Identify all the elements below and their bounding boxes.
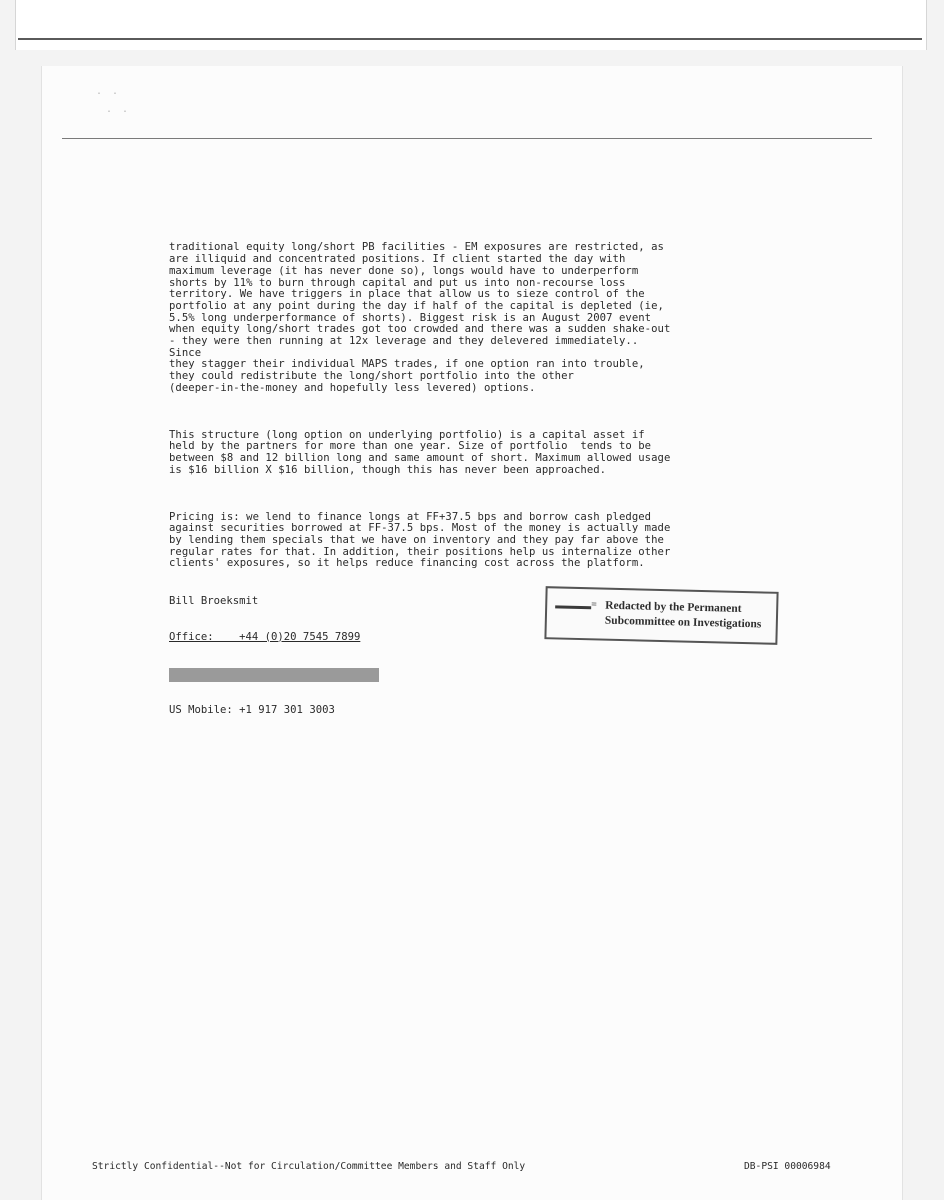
body-paragraph-pricing: Pricing is: we lend to finance longs at FF+37.5 bps and borrow cash pledged against securities borrowed at FF-37.5 bps. Most of the money is actually made by lending them specials that we have on inventory and they pay far above the regular rates for that. In addition, their positions help us internalize other clients' exposures, so it helps reduce financing cost across the platform. (169, 510, 671, 570)
scan-speck: . . (96, 86, 121, 97)
email-body (169, 219, 809, 605)
signature-mobile-phone: US Mobile: +1 917 301 3003 (169, 704, 335, 717)
stamp-line-2: Subcommittee on Investigations (604, 614, 762, 631)
signature-block (169, 573, 379, 740)
previous-page-rule (18, 38, 922, 40)
signature-name: Bill Broeksmit (169, 595, 259, 608)
stamp-symbol: = (591, 599, 598, 611)
bates-number: DB-PSI 00006984 (744, 1161, 831, 1172)
confidentiality-footer: Strictly Confidential--Not for Circulation/Committee Members and Staff Only (92, 1161, 526, 1172)
stamp-line-1: Redacted by the Permanent (605, 599, 742, 615)
redaction-bar (169, 668, 379, 682)
body-paragraph-risk: traditional equity long/short PB facilities - EM exposures are restricted, as are illiquid and concentrated positions. If client started the day with maximum leverage (it has never done so), longs would have to underperform shorts by 11% to burn through capital and put us into non-recourse loss territory. We have triggers in place that allow us to sieze control of the portfolio at any point during the day if half of the capital is depleted (ie, 5.5% long underperformance of shorts). Biggest risk is an August 2007 event when equity long/short trades got too crowded and there was a sudden shake-out - they were then running at 12x leverage and they delevered immediately.. Since they stagger their individual MAPS trades, if one option ran into trouble, they could redistribute the long/short portfolio into the other (deeper-in-the-money and hopefully less levered) options. (169, 241, 671, 394)
stamp-arrow-icon (555, 605, 591, 609)
signature-office-phone: Office: +44 (0)20 7545 7899 (169, 630, 361, 643)
body-paragraph-structure: This structure (long option on underlying portfolio) is a capital asset if held by the partners for more than one year. Size of portfolio tends to be between $8 and 12 billion long and same amount of short. Maximum allowed usage is $16 billion X $16 billion, though this has never been approached. (169, 428, 671, 476)
previous-page-edge (15, 0, 927, 50)
document-page (41, 66, 903, 1200)
scan-speck: . . (106, 104, 131, 115)
header-rule (62, 138, 872, 139)
redaction-stamp (544, 586, 778, 645)
